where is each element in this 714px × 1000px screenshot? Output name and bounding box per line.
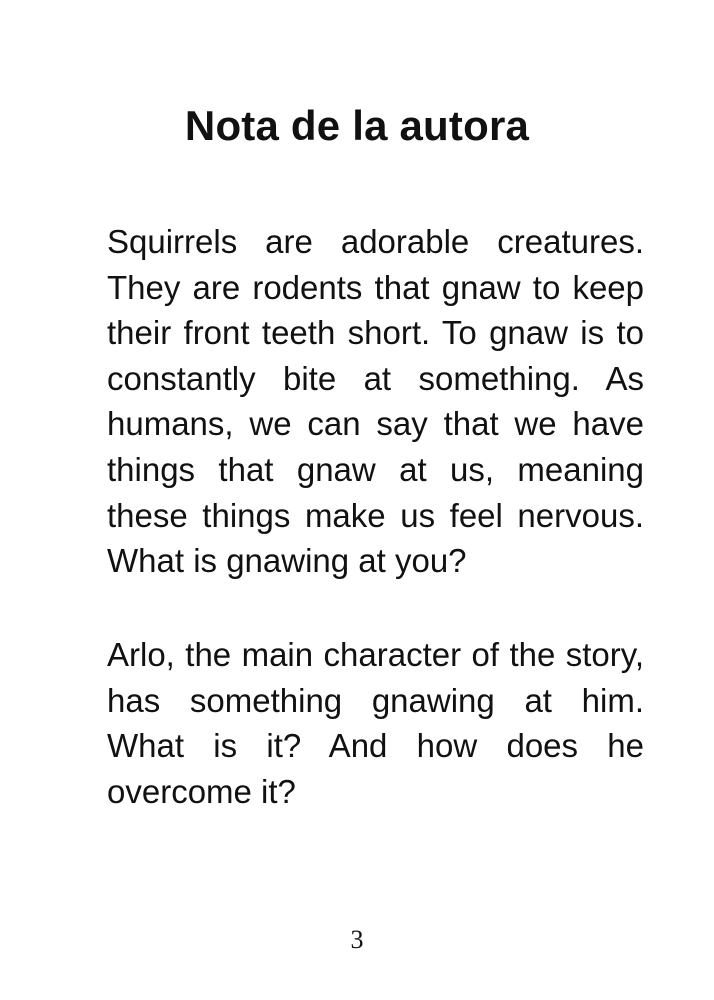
page-title: Nota de la autora	[184, 102, 530, 149]
page-number: 3	[350, 925, 364, 954]
paragraph-intro: Squirrels are adorable creatures. They are rodents that gnaw to keep their front teeth short. To gnaw is to constantly bite at something. As humans, we can say that we have things that gnaw at us, meaning these things make us feel nervous. What is gnawing at you?	[107, 223, 644, 580]
paragraph-character: Arlo, the main character of the story, has something gnawing at him. What is it? And how does he overcome it?	[107, 636, 644, 810]
